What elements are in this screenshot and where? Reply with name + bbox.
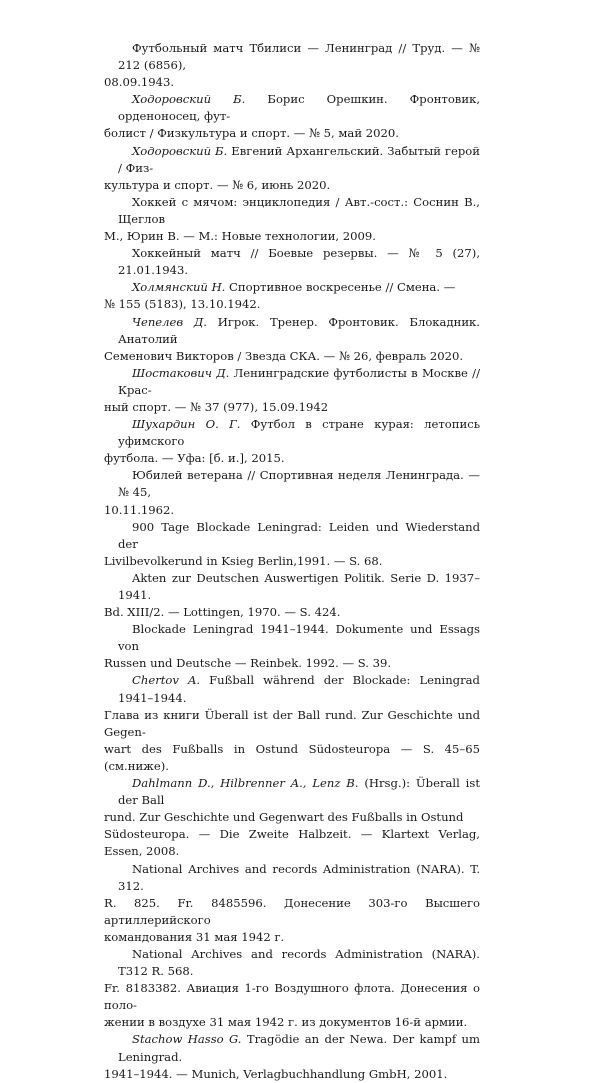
bibliography-entry-5: Хоккейный матч // Боевые резервы. — № 5 (27), 21.01.1943.	[118, 246, 480, 278]
bibliography-entry-17: National Archives and records Administration (NARA). T312 R. 568. Fr. 8183382. Авиация 1-го Воздушного флота. Донесения о поло- жении в воздухе 31 мая 1942 г. из документов 16-й армии.	[104, 946, 480, 1030]
bibliography-entry-8: Шостакович Д. Ленинградские футболисты в Москве // Крас- ный спорт. — № 37 (977), 15.09.1942	[104, 365, 480, 414]
bibliography-entry-3: Ходоровский Б. Евгений Архангельский. Забытый герой / Физ- культура и спорт. — № 6, июнь 2020.	[104, 143, 480, 192]
bibliography-entry-10: Юбилей ветерана // Спортивная неделя Ленинграда. — № 45, 10.11.1962.	[104, 468, 480, 517]
bibliography-entry-13: Blockade Leningrad 1941–1944. Dokumente und Essags von Russen und Deutsche — Reinbek. 1992. — S. 39.	[104, 622, 480, 671]
bibliography-entry-15: Dahlmann D., Hilbrenner A., Lenz B. (Hrsg.): Überall ist der Ball rund. Zur Geschichte und Gegenwart des Fußballs in Ostund Südosteuropa. — Die Zweite Halbzeit. — Klartext Verlag, Essen, 2008.	[104, 776, 480, 859]
bibliography-entry-16: National Archives and records Administration (NARA). T. 312. R. 825. Fr. 8485596. Донесение 303-го Высшего артиллерийского командования 31 мая 1942 г.	[104, 861, 480, 944]
bibliography-entry-2: Ходоровский Б. Борис Орешкин. Фронтовик, орденоносец, фут- болист / Физкультура и спорт. — № 5, май 2020.	[104, 92, 480, 141]
bibliography-entry-11: 900 Tage Blockade Leningrad: Leiden und Wiederstand der Livilbevolkerund in Ksieg Berlin,1991. — S. 68.	[104, 519, 480, 568]
bibliography-entry-6: Холмянский Н. Спортивное воскресенье // Смена. — № 155 (5183), 13.10.1942.	[104, 280, 456, 312]
bibliography-entry-1: Футбольный матч Тбилиси — Ленинград // Труд. — № 212 (6856), 08.09.1943.	[104, 41, 480, 90]
bibliography-entry-14: Chertov A. Fußball während der Blockade: Leningrad 1941–1944. Глава из книги Überall ist der Ball rund. Zur Geschichte und Gegen- wart des Fußballs in Ostund Südosteuropa — S. 45–65 (см.ниже).	[104, 673, 480, 773]
bibliography-entry-4: Хоккей с мячом: энциклопедия / Авт.-сост.: Соснин В., Щеглов М., Юрин В. — М.: Новые технологии, 2009.	[104, 194, 480, 244]
bibliography-entry-9: Шухардин О. Г. Футбол в стране курая: летопись уфимского футбола. — Уфа: [б. и.], 2015.	[104, 417, 481, 466]
bibliography-entry-18: Stachow Hasso G. Tragödie an der Newa. Der kampf um Leningrad. 1941–1944. — Munich, Verlagbuchhandlung GmbH, 2001.	[104, 1032, 480, 1081]
bibliography-entry-12: Akten zur Deutschen Auswertigen Politik. Serie D. 1937–1941. Bd. XIII/2. — Lottingen, 1970. — S. 424.	[104, 570, 480, 620]
bibliography-page	[104, 40, 481, 1083]
bibliography-entry-7: Чепелев Д. Игрок. Тренер. Фронтовик. Блокадник. Анатолий Семенович Викторов / Звезда СКА. — № 26, февраль 2020.	[104, 314, 480, 363]
